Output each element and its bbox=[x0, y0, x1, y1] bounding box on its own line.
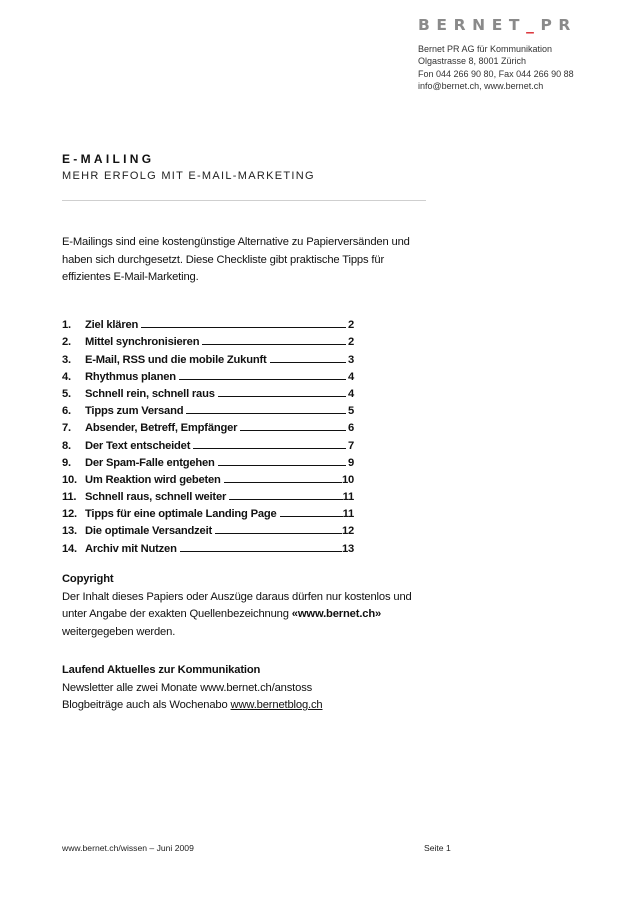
company-address bbox=[418, 43, 574, 93]
toc-number: 1. bbox=[62, 319, 71, 332]
toc-entry[interactable] bbox=[62, 434, 354, 451]
toc-number: 7. bbox=[62, 422, 71, 435]
logo-underscore: _ bbox=[526, 16, 541, 34]
toc-page-number: 2 bbox=[347, 336, 354, 349]
toc-number: 4. bbox=[62, 370, 71, 383]
copyright-section bbox=[62, 571, 442, 641]
toc-page-number: 9 bbox=[347, 456, 354, 469]
toc-number: 12. bbox=[62, 508, 77, 521]
document-subtitle: MEHR ERFOLG MIT E-MAIL-MARKETING bbox=[62, 170, 315, 182]
address-line: info@bernet.ch, www.bernet.ch bbox=[418, 81, 544, 92]
intro-line: haben sich durchgesetzt. Diese Checkliste gibt praktische Tipps für bbox=[62, 253, 385, 266]
toc-page-number: 13 bbox=[341, 542, 354, 555]
toc-leader-line bbox=[179, 379, 346, 380]
toc-entry[interactable] bbox=[62, 486, 354, 503]
toc-leader-line bbox=[218, 396, 346, 397]
logo-word-bernet: BERNET bbox=[418, 16, 527, 34]
toc-number: 14. bbox=[62, 542, 77, 555]
toc-page-number: 6 bbox=[347, 422, 354, 435]
copyright-heading: Copyright bbox=[62, 573, 114, 585]
toc-entry[interactable] bbox=[62, 348, 354, 365]
toc-number: 8. bbox=[62, 439, 71, 452]
table-of-contents bbox=[62, 314, 354, 555]
address-line: Bernet PR AG für Kommunikation bbox=[418, 44, 553, 54]
address-line: Fon 044 266 90 80, Fax 044 266 90 88 bbox=[418, 68, 574, 79]
toc-title: Der Text entscheidet bbox=[85, 439, 191, 452]
intro-paragraph bbox=[62, 234, 432, 287]
toc-page-number: 3 bbox=[347, 353, 354, 366]
bernet-pr-logo bbox=[418, 16, 577, 34]
toc-title: Schnell raus, schnell weiter bbox=[85, 491, 227, 504]
toc-title: Rhythmus planen bbox=[85, 370, 176, 383]
toc-page-number: 12 bbox=[341, 525, 354, 538]
toc-number: 9. bbox=[62, 456, 71, 469]
copyright-line: weitergegeben werden. bbox=[62, 625, 176, 638]
news-section bbox=[62, 662, 442, 715]
blog-line bbox=[62, 697, 442, 715]
toc-leader-line bbox=[193, 448, 346, 449]
toc-number: 5. bbox=[62, 387, 71, 400]
blog-text: Blogbeiträge auch als Wochenabo bbox=[62, 699, 231, 712]
toc-entry[interactable] bbox=[62, 400, 354, 417]
toc-page-number: 5 bbox=[347, 405, 354, 418]
toc-leader-line bbox=[280, 516, 343, 517]
toc-leader-line bbox=[202, 344, 346, 345]
intro-line: effizientes E-Mail-Marketing. bbox=[62, 271, 199, 284]
toc-leader-line bbox=[180, 551, 342, 552]
toc-page-number: 4 bbox=[347, 370, 354, 383]
toc-entry[interactable] bbox=[62, 417, 354, 434]
toc-leader-line bbox=[224, 482, 342, 483]
toc-title: Ziel klären bbox=[85, 319, 139, 332]
toc-title: Tipps zum Versand bbox=[85, 405, 184, 418]
copyright-text: unter Angabe der exakten Quellenbezeichnung bbox=[62, 608, 292, 621]
document-title: E-MAILING bbox=[62, 152, 155, 166]
toc-leader-line bbox=[186, 413, 346, 414]
toc-entry[interactable] bbox=[62, 520, 354, 537]
toc-title: Archiv mit Nutzen bbox=[85, 542, 177, 555]
toc-page-number: 11 bbox=[342, 491, 354, 504]
toc-leader-line bbox=[218, 465, 346, 466]
address-line: Olgastrasse 8, 8001 Zürich bbox=[418, 56, 527, 67]
toc-number: 3. bbox=[62, 353, 71, 366]
toc-entry[interactable] bbox=[62, 366, 354, 383]
toc-title: Die optimale Versandzeit bbox=[85, 525, 213, 538]
toc-entry[interactable] bbox=[62, 314, 354, 331]
footer-source: www.bernet.ch/wissen – Juni 2009 bbox=[62, 843, 194, 853]
news-heading: Laufend Aktuelles zur Kommunikation bbox=[62, 664, 261, 676]
toc-number: 13. bbox=[62, 525, 77, 538]
blog-link[interactable]: www.bernetblog.ch bbox=[230, 699, 323, 712]
source-reference: «www.bernet.ch» bbox=[291, 608, 382, 621]
toc-entry[interactable] bbox=[62, 503, 354, 520]
toc-entry[interactable] bbox=[62, 383, 354, 400]
toc-title: Der Spam-Falle entgehen bbox=[85, 456, 215, 469]
copyright-line bbox=[62, 606, 442, 624]
copyright-line: Der Inhalt dieses Papiers oder Auszüge daraus dürfen nur kostenlos und bbox=[62, 590, 412, 603]
toc-leader-line bbox=[240, 430, 346, 431]
toc-page-number: 4 bbox=[347, 387, 354, 400]
toc-title: E-Mail, RSS und die mobile Zukunft bbox=[85, 353, 267, 366]
toc-page-number: 10 bbox=[341, 473, 354, 486]
toc-entry[interactable] bbox=[62, 469, 354, 486]
toc-page-number: 2 bbox=[347, 319, 354, 332]
toc-leader-line bbox=[229, 499, 342, 500]
toc-title: Um Reaktion wird gebeten bbox=[85, 473, 221, 486]
toc-title: Absender, Betreff, Empfänger bbox=[85, 422, 238, 435]
toc-title: Mittel synchronisieren bbox=[85, 336, 200, 349]
toc-title: Schnell rein, schnell raus bbox=[85, 387, 215, 400]
toc-number: 11. bbox=[62, 491, 77, 504]
toc-entry[interactable] bbox=[62, 452, 354, 469]
toc-entry[interactable] bbox=[62, 537, 354, 554]
logo-word-pr: PR bbox=[540, 16, 577, 34]
toc-page-number: 11 bbox=[342, 508, 354, 521]
intro-line: E-Mailings sind eine kostengünstige Alternative zu Papierversänden und bbox=[62, 236, 410, 248]
toc-number: 10. bbox=[62, 473, 77, 486]
toc-leader-line bbox=[215, 533, 342, 534]
toc-number: 2. bbox=[62, 336, 71, 349]
toc-leader-line bbox=[270, 362, 346, 363]
toc-title: Tipps für eine optimale Landing Page bbox=[85, 508, 277, 521]
title-divider bbox=[62, 200, 426, 201]
toc-page-number: 7 bbox=[347, 439, 354, 452]
toc-entry[interactable] bbox=[62, 331, 354, 348]
page-number: Seite 1 bbox=[424, 843, 451, 853]
toc-leader-line bbox=[141, 327, 346, 328]
newsletter-line: Newsletter alle zwei Monate www.bernet.ch/anstoss bbox=[62, 681, 313, 694]
toc-number: 6. bbox=[62, 405, 71, 418]
